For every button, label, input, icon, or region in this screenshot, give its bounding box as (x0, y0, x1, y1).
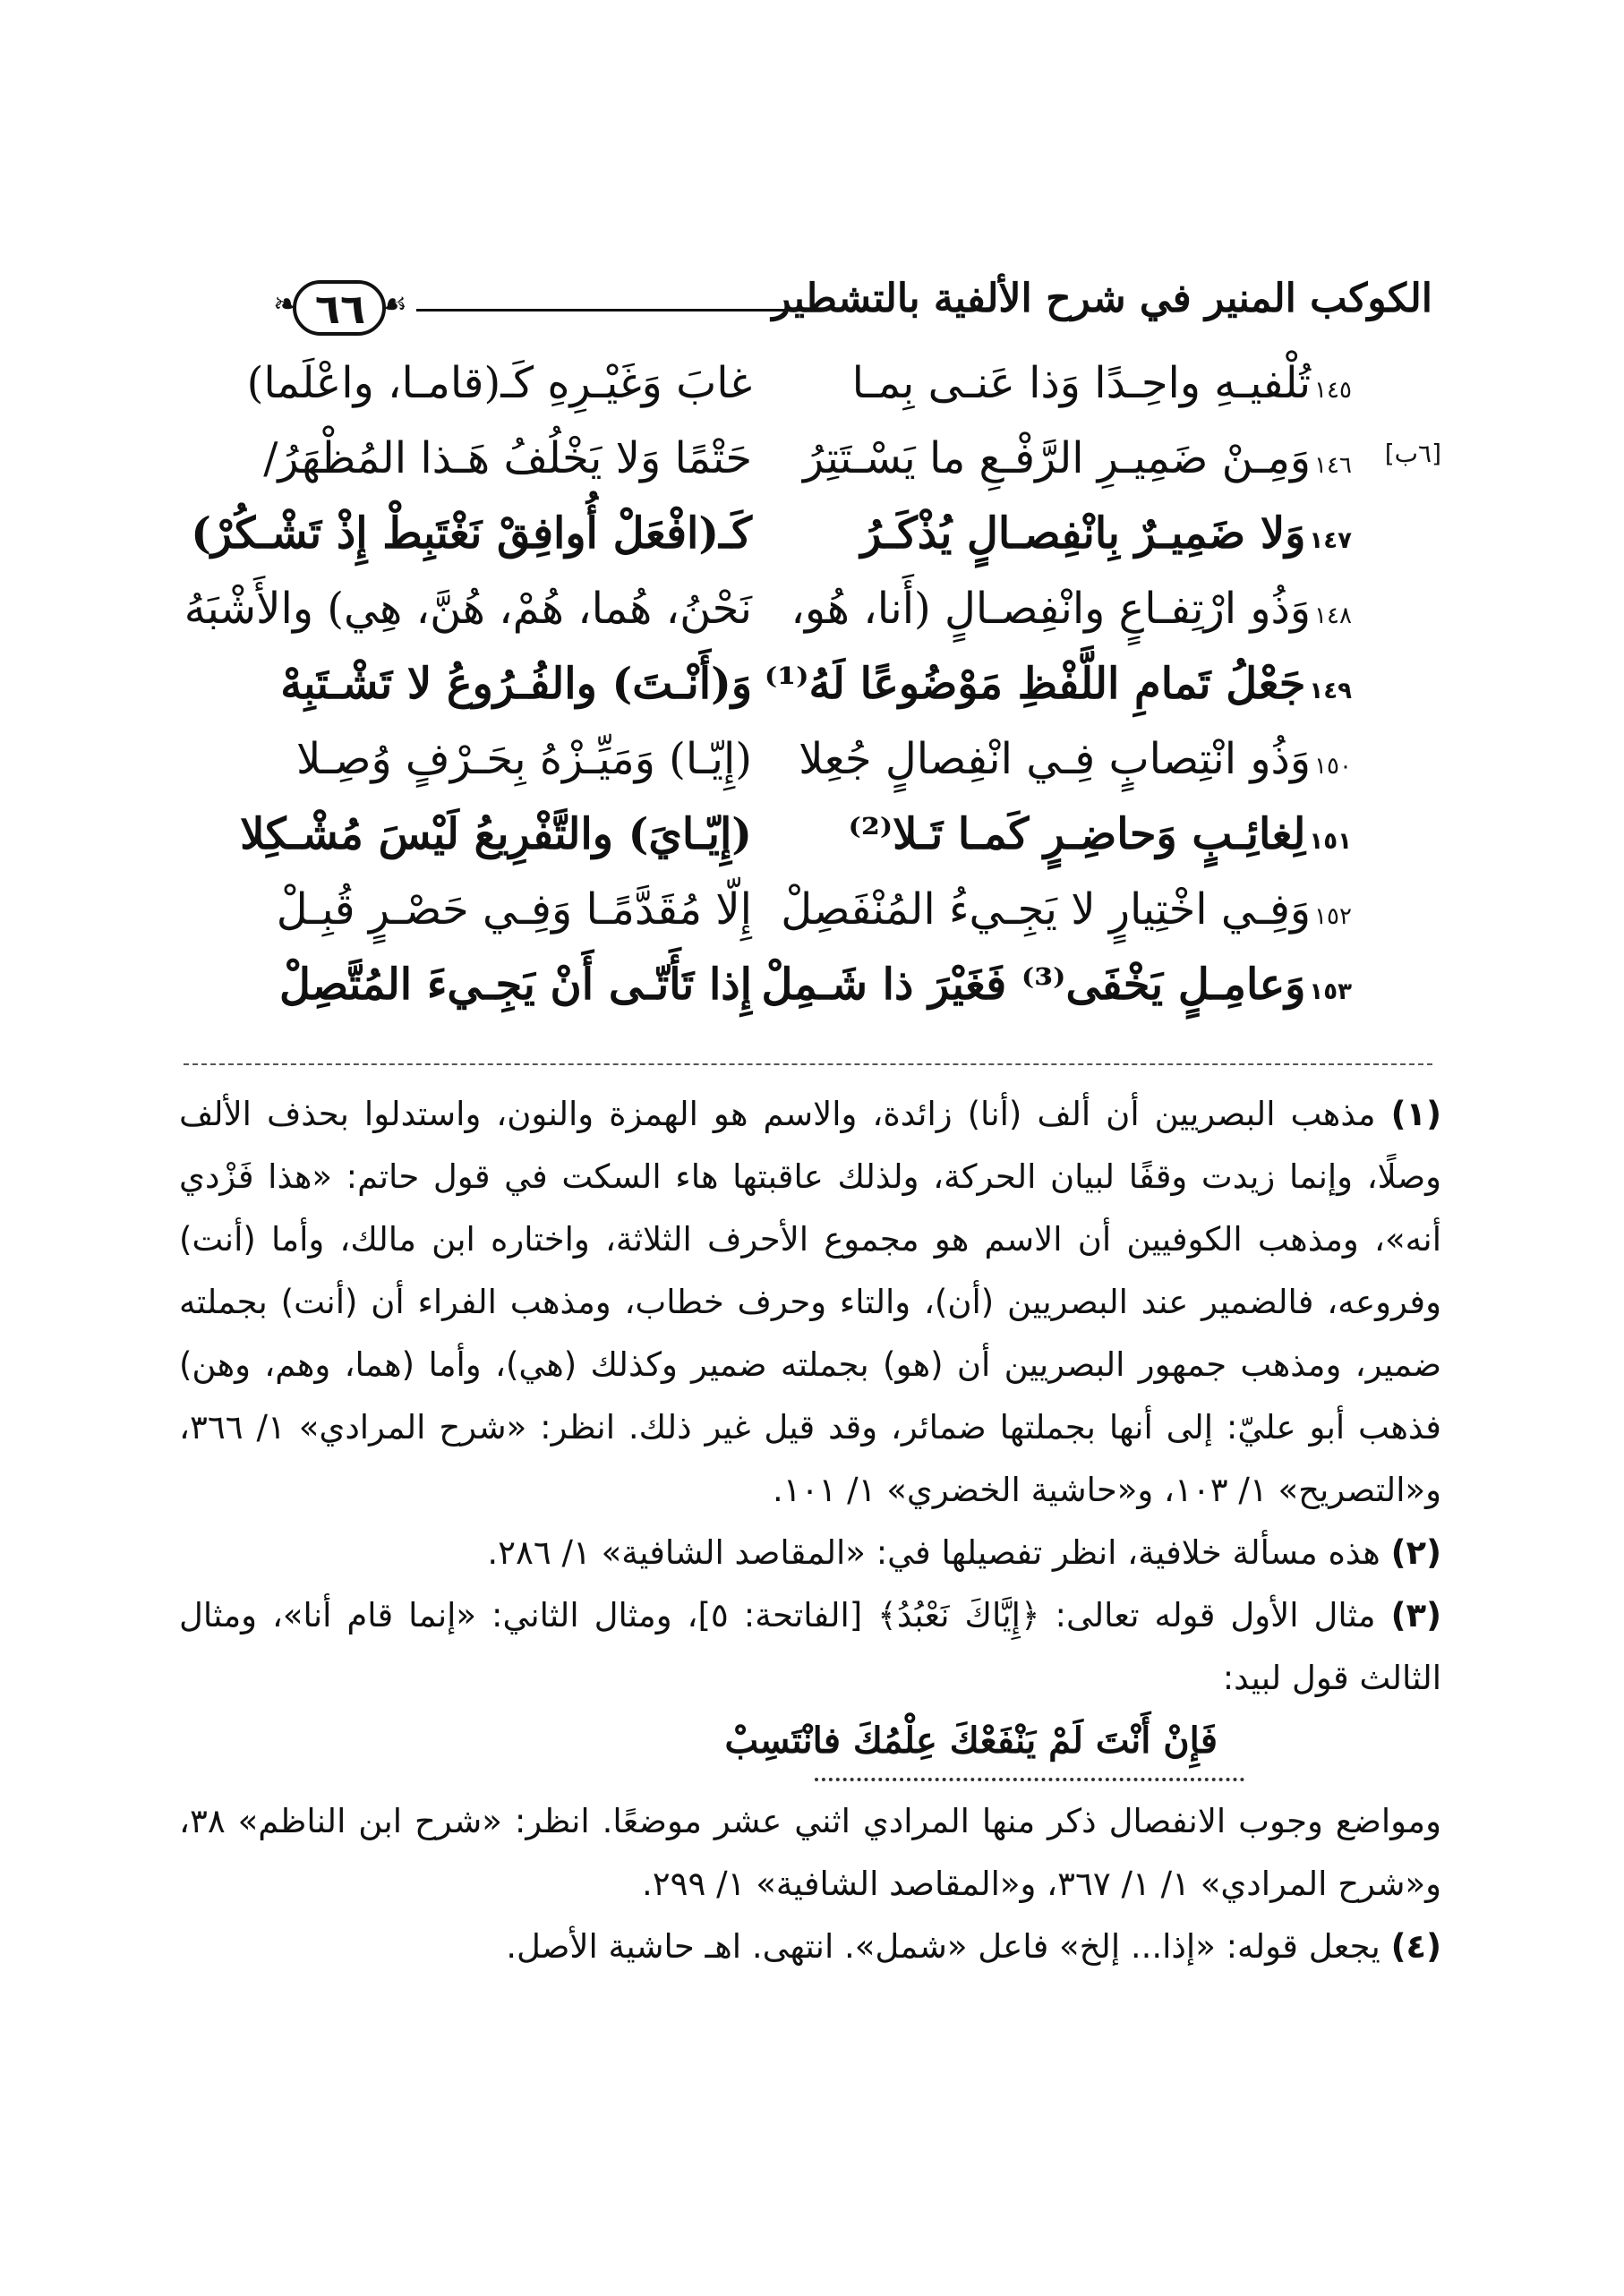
verse-first-text: وَعامِـلٍ يَخْفَى⁽³⁾ فَغَيْرَ ذا شَـمِلْ (761, 960, 1306, 1010)
verse-first-text: وَذُو ارْتِفـاعٍ وانْفِصـالٍ (أَنا، هُو، (791, 584, 1312, 634)
footnote-number: (٢) (1390, 1533, 1441, 1572)
verse-number: ١٥١ (1309, 828, 1352, 855)
page-header (197, 269, 1432, 349)
verse-second-hemistich: غابَ وَغَيْـرِهِ كَـ(قامـا، واعْلَما) (246, 358, 752, 408)
verse-first-text: تُلْفيـهِ واحِـدًا وَذا عَنـى بِمـا (851, 358, 1312, 408)
verse-second-hemistich: حَتْمًا وَلا يَخْلُفُ هَـذا المُظْهَرُ/ (263, 433, 752, 483)
verse-first-hemistich (806, 358, 1352, 408)
verse-first-text: لِغائِـبٍ وَحاضِـرٍ كَمـا تَـلا⁽²⁾ (848, 809, 1306, 859)
verse-first-text: وَفِـي اخْتِيارٍ لا يَجِـيءُ المُنْفَصِلْ (781, 884, 1312, 935)
verse-number: ١٤٩ (1309, 678, 1352, 704)
verse-first-hemistich (761, 960, 1352, 1010)
header-rule (416, 309, 810, 312)
footnote-text: هذه مسألة خلافية، انظر تفصيلها في: «المقاصد الشافية» ١/ ٢٨٦. (487, 1533, 1380, 1572)
verse-first-text: جَعْلُ تَمامِ اللَّفْظِ مَوْضُوعًا لَهُ⁽¹⁾ (764, 659, 1306, 709)
verse-second-hemistich: وَ(أَنْـتَ) والفُـرُوعُ لا تَشْـتَبِهْ (280, 659, 752, 709)
margin-folio-note: [٦ب] (1384, 439, 1441, 468)
verse-row (179, 884, 1450, 960)
verse-first-hemistich (799, 734, 1352, 784)
verse-number: ١٤٥ (1314, 377, 1352, 404)
footnote-number: (٤) (1390, 1927, 1441, 1966)
verse-first-hemistich (803, 433, 1352, 483)
quoted-verse: فَإِنْ أَنْتَ لَمْ يَنْفَعْكَ عِلْمُكَ فانْتَسِبْ (724, 1720, 1218, 1762)
verse-number: ١٤٦ (1314, 452, 1352, 479)
verse-first-hemistich (791, 584, 1352, 634)
footnote-continuation: ومواضع وجوب الانفصال ذكر منها المرادي اثني عشر موضعًا. انظر: «شرح ابن الناظم» ٣٨، و«شرح المرادي» ١/ ١/ ٣٦٧، و«المقاصد الشافية» ١/ ٢٩٩. (179, 1802, 1441, 1903)
page-number: ٦٦ (314, 285, 366, 333)
verse-row (179, 734, 1450, 809)
footnote-4 (179, 1916, 1441, 1978)
footnote-separator (184, 1063, 1432, 1065)
verse-second-hemistich: (إِيّـا) وَمَيِّـزْهُ بِحَـرْفٍ وُصِـلا (296, 734, 752, 784)
verse-row (179, 358, 1450, 433)
footnote-text: يجعل قوله: «إذا... إلخ» فاعل «شمل». انتهى. اهـ حاشية الأصل. (506, 1927, 1380, 1966)
verse-second-hemistich: (إِيّـايَ) والتَّفْرِيعُ لَيْسَ مُشْـكِلا (240, 809, 752, 859)
verse-first-hemistich (806, 809, 1352, 859)
footnote-number: (١) (1390, 1095, 1441, 1133)
verse-row (179, 584, 1450, 659)
footnotes (179, 1083, 1441, 2238)
dotted-line (815, 1778, 1244, 1781)
page-number-badge (273, 273, 407, 345)
verse-row (179, 960, 1450, 1035)
verse-number: ١٤٧ (1309, 527, 1352, 554)
verse-first-text: وَلا ضَمِيـرٌ بِانْفِصـالٍ يُذْكَـرُ (860, 508, 1306, 559)
verse-number: ١٥٠ (1314, 753, 1352, 780)
footnote-text: مذهب البصريين أن ألف (أنا) زائدة، والاسم هو الهمزة والنون، واستدلوا بحذف الألف وصلًا، وإنما زيدت وقفًا لبيان الحركة، ولذلك عاقبتها هاء السكت في قول حاتم: «هذا فَزْدي أنه»، ومذهب الكوفيين أن الاسم هو مجموع الأحرف الثلاثة، واختاره ابن مالك، وأما (أنت) وفروعه، فالضمير عند البصريين (أن)، والتاء وحرف خطاب، ومذهب الفراء أن (أنت) بجملته ضمير، ومذهب جمهور البصريين أن (هو) بجملته ضمير وكذلك (هي)، وأما (هما، وهم، وهن) فذهب أبو عليّ: إلى أنها بجملتها ضمائر، وقد قيل غير ذلك. انظر: «شرح المرادي» ١/ ٣٦٦، و«التصريح» ١/ ١٠٣، و«حاشية الخضري» ١/ ١٠١. (179, 1095, 1441, 1509)
poem-block (179, 358, 1450, 1038)
footnote-text: مثال الأول قوله تعالى: ﴿إِيَّاكَ نَعْبُدُ﴾ [الفاتحة: ٥]، ومثال الثاني: «إنما قام أنا»، ومثال الثالث قول لبيد: (179, 1596, 1441, 1697)
book-title: الكوكب المنير في شرح الألفية بالتشطير (772, 276, 1432, 321)
verse-second-hemistich: إِلّا مُقَدَّمًـا وَفِـي حَصْـرٍ قُبِـلْ (276, 884, 752, 935)
footnote-1 (179, 1083, 1441, 1522)
verse-second-hemistich: كَـ(افْعَلْ أُوافِقْ نَغْتَبِطْ إِذْ تَشْـكُرْ) (191, 508, 752, 559)
ornament-right-icon: ☙ (380, 286, 407, 322)
verse-row (179, 809, 1450, 884)
verse-first-hemistich (781, 884, 1352, 935)
footnote-number: (٣) (1390, 1596, 1442, 1635)
verse-row (179, 433, 1450, 508)
verse-number: ١٥٣ (1309, 978, 1352, 1005)
verse-second-hemistich: إِذا تَأَتّـى أَنْ يَجِـيءَ المُتَّصِلْ (278, 960, 752, 1010)
verse-first-hemistich (764, 659, 1352, 709)
ornament-left-icon: ❧ (273, 286, 299, 322)
footnote-2 (179, 1522, 1441, 1584)
verse-first-hemistich (806, 508, 1352, 559)
verse-row (179, 508, 1450, 584)
footnote-3 (179, 1584, 1441, 1916)
verse-number: ١٤٨ (1314, 602, 1352, 629)
verse-first-text: وَذُو انْتِصابٍ فِـي انْفِصالٍ جُعِلا (799, 734, 1312, 784)
verse-row (179, 659, 1450, 734)
verse-first-text: وَمِـنْ ضَمِيـرِ الرَّفْـعِ ما يَسْـتَتِرُ (803, 433, 1312, 483)
verse-number: ١٥٢ (1314, 903, 1352, 930)
verse-second-hemistich: نَحْنُ، هُما، هُمْ، هُنَّ، هِي) والأَشْبَهُ (184, 584, 752, 634)
